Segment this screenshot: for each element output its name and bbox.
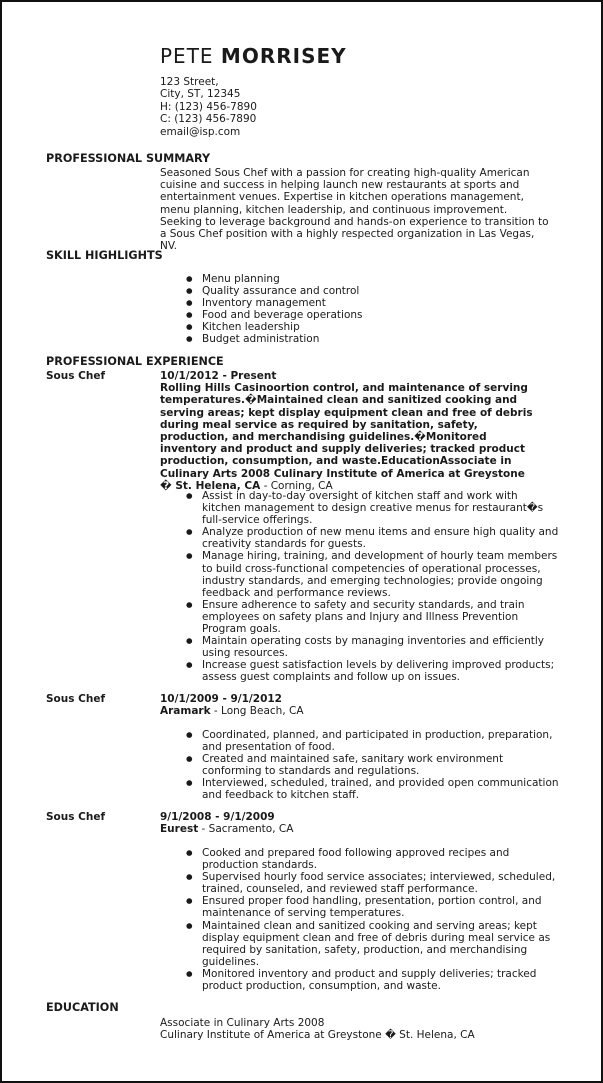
skills-heading: SKILL HIGHLIGHTS: [46, 249, 163, 262]
address-street: 123 Street,: [160, 76, 219, 88]
job-dates: 10/1/2012 - Present: [160, 370, 277, 382]
home-phone: H: (123) 456-7890: [160, 100, 257, 113]
education-degree: Associate in Culinary Arts 2008: [160, 1017, 325, 1029]
duty-item: ● Maintained clean and sanitized cooking and serving areas; kept display equipment clean and free of debris during meal service as required by sanitation, safety, production, and merchandising guidelines.: [185, 920, 559, 968]
job-employer-line: [160, 705, 540, 717]
duty-item: ● Monitored inventory and product and supply deliveries; tracked product production, consumption, and waste.: [185, 968, 559, 992]
first-name: PETE: [160, 44, 214, 68]
education-block: [160, 1017, 475, 1041]
last-name: MORRISEY: [220, 44, 347, 68]
skill-item: ● Quality assurance and control: [185, 285, 363, 297]
job-title: Sous Chef: [46, 370, 106, 382]
duty-item: ● Maintain operating costs by managing inventories and efficiently using resources.: [185, 635, 559, 659]
duty-item: ● Increase guest satisfaction levels by delivering improved products; assess guest complaints and follow up on issues.: [185, 659, 559, 683]
job-employer-line: [160, 823, 540, 835]
duty-item: ● Coordinated, planned, and participated in production, preparation, and presentation of food.: [185, 729, 559, 753]
email: email@isp.com: [160, 125, 241, 138]
job-employer: Eurest: [160, 823, 199, 836]
duty-item: ● Interviewed, scheduled, trained, and provided open communication and feedback to kitchen staff.: [185, 777, 559, 801]
candidate-name: [160, 44, 347, 68]
job-duties: [185, 729, 559, 802]
education-school: Culinary Institute of America at Greystone � St. Helena, CA: [160, 1029, 475, 1042]
duty-item: ● Created and maintained safe, sanitary work environment conforming to standards and regulations.: [185, 753, 559, 777]
skills-list: [185, 273, 363, 346]
job-dates: 10/1/2009 - 9/1/2012: [160, 693, 282, 705]
duty-item: ● Assist in day-to-day oversight of kitchen staff and work with kitchen management to design creative menus for restaurant�s full-service offerings.: [185, 490, 559, 526]
skill-item: ● Food and beverage operations: [185, 309, 363, 321]
job-employer: Rolling Hills Casinoortion control, and maintenance of serving temperatures.�Maintained clean and sanitized cooking and serving areas; kept display equipment clean and free of debris during meal service as required by sanitation, safety, production, and merchandising guidelines.�Monitored inventory and product and supply deliveries; tracked product production, consumption, and waste.EducationAssociate in Culinary Arts 2008 Culinary Institute of America at Greystone � St. Helena, CA: [160, 382, 533, 492]
job-employer: Aramark: [160, 705, 211, 718]
summary-text: Seasoned Sous Chef with a passion for creating high-quality American cuisine and success in helping launch new restaurants at sports and entertainment venues. Expertise in kitchen operations management, menu planning, kitchen leadership, and continuous improvement. Seeking to leverage background and hands-on experience to transition to a Sous Chef position with a highly respected organization in Las Vegas, NV.: [160, 167, 549, 253]
skill-item: ● Budget administration: [185, 333, 363, 345]
job-duties: [185, 847, 559, 992]
cell-phone: C: (123) 456-7890: [160, 113, 257, 126]
job-header: [160, 693, 540, 717]
duty-item: ● Manage hiring, training, and development of hourly team members to build cross-functional competencies of operational processes, industry standards, and emerging technologies; provide ongoing feedback and performance reviews.: [185, 550, 559, 598]
duty-item: ● Ensure adherence to safety and security standards, and train employees on safety plans and Injury and Illness Prevention Program goals.: [185, 599, 559, 635]
address-city: City, ST, 12345: [160, 88, 241, 101]
duty-item: ● Analyze production of new menu items and ensure high quality and creativity standards for guests.: [185, 526, 559, 550]
job-header: [160, 370, 540, 492]
job-header: [160, 811, 540, 835]
contact-block: [160, 76, 257, 138]
duty-item: ● Cooked and prepared food following approved recipes and production standards.: [185, 847, 559, 871]
job-employer-line: [160, 382, 540, 492]
duty-item: ● Ensured proper food handling, presentation, portion control, and maintenance of serving temperatures.: [185, 895, 559, 919]
duty-item: ● Supervised hourly food service associates; interviewed, scheduled, trained, counseled, and reviewed staff performance.: [185, 871, 559, 895]
skill-item: ● Kitchen leadership: [185, 321, 363, 333]
job-dates: 9/1/2008 - 9/1/2009: [160, 811, 275, 823]
job-title: Sous Chef: [46, 811, 106, 823]
job-duties: [185, 490, 559, 684]
experience-heading: PROFESSIONAL EXPERIENCE: [46, 355, 224, 368]
skill-item: ● Menu planning: [185, 273, 363, 285]
job-title: Sous Chef: [46, 693, 106, 705]
education-heading: EDUCATION: [46, 1001, 119, 1014]
job-location: - Sacramento, CA: [198, 823, 294, 836]
job-location: - Corning, CA: [260, 479, 333, 492]
job-location: - Long Beach, CA: [210, 705, 304, 718]
summary-heading: PROFESSIONAL SUMMARY: [46, 152, 211, 165]
skill-item: ● Inventory management: [185, 297, 363, 309]
